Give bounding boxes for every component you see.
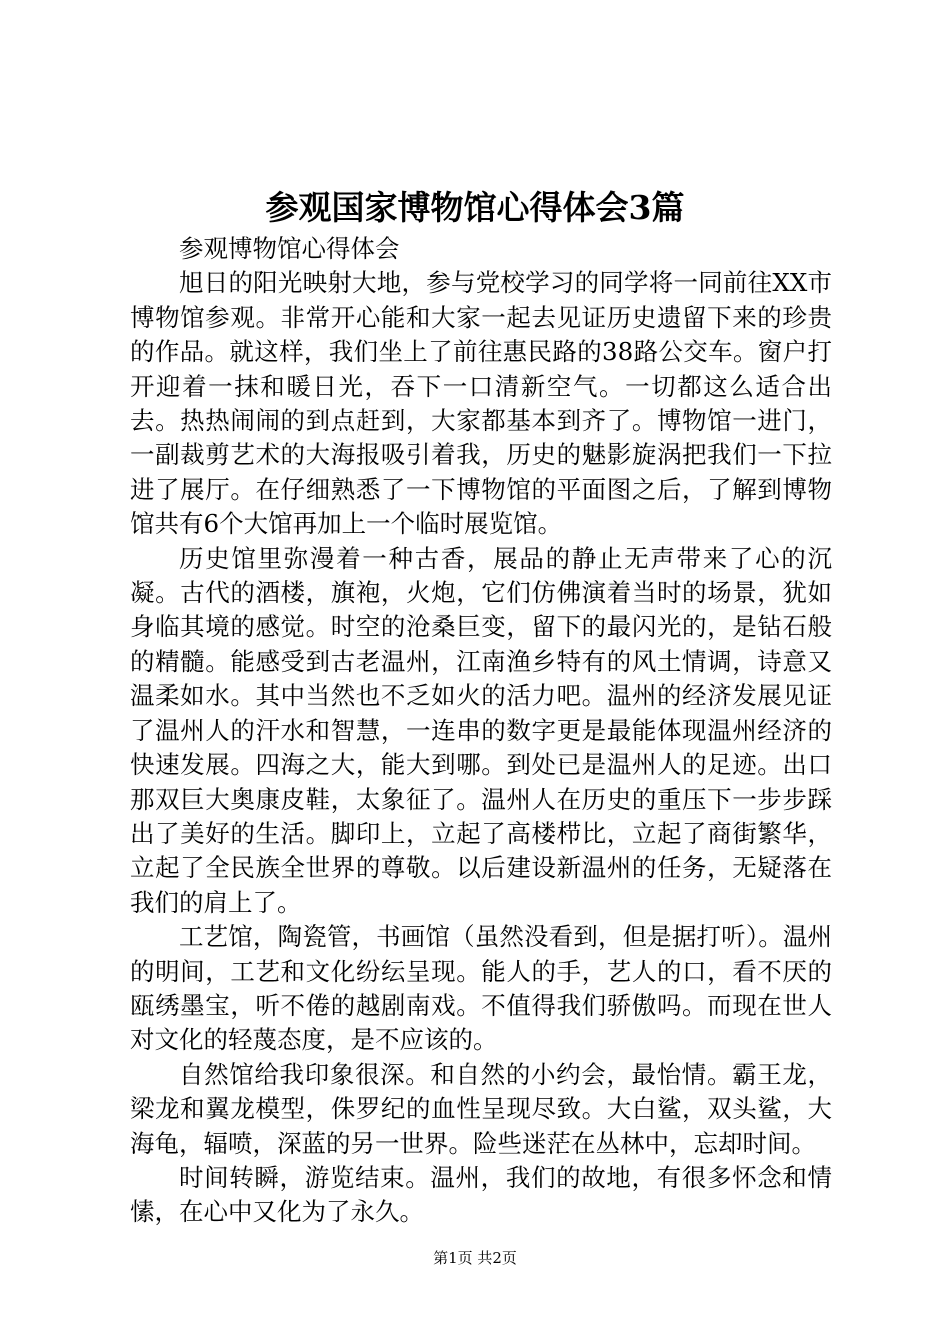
paragraph-3: 工艺馆，陶瓷管，书画馆（虽然没看到，但是据打听）。温州的明间，工艺和文化纷纭呈现。能人的手，艺人的口，看不厌的瓯绣墨宝，听不倦的越剧南戏。不值得我们骄傲吗。而现在世人对文化的轻蔑态度，是不应该的。 bbox=[130, 922, 832, 1055]
paragraph-4: 自然馆给我印象很深。和自然的小约会，最怡情。霸王龙，梁龙和翼龙模型，侏罗纪的血性呈现尽致。大白鲨，双头鲨，大海龟，辐喷，深蓝的另一世界。险些迷茫在丛林中，忘却时间。 bbox=[130, 1059, 832, 1158]
paragraph-1: 旭日的阳光映射大地，参与党校学习的同学将一同前往XX市博物馆参观。非常开心能和大家一起去见证历史遗留下来的珍贵的作品。就这样，我们坐上了前往惠民路的38路公交车。窗户打开迎着一抹和暖日光，吞下一口清新空气。一切都这么适合出去。热热闹闹的到点赶到，大家都基本到齐了。博物馆一进门，一副裁剪艺术的大海报吸引着我，历史的魅影旋涡把我们一下拉进了展厅。在仔细熟悉了一下博物馆的平面图之后，了解到博物馆共有6个大馆再加上一个临时展览馆。 bbox=[130, 268, 832, 539]
paragraph-subtitle: 参观博物馆心得体会 bbox=[179, 234, 400, 263]
document-title: 参观国家博物馆心得体会3篇 bbox=[265, 188, 685, 227]
paragraph-2: 历史馆里弥漫着一种古香，展品的静止无声带来了心的沉凝。古代的酒楼，旗袍，火炮，它们仿佛演着当时的场景，犹如身临其境的感觉。时空的沧桑巨变，留下的最闪光的，是钻石般的精髓。能感受到古老温州，江南渔乡特有的风土情调，诗意又温柔如水。其中当然也不乏如火的活力吧。温州的经济发展见证了温州人的汗水和智慧，一连串的数字更是最能体现温州经济的快速发展。四海之大，能大到哪。到处已是温州人的足迹。出口那双巨大奥康皮鞋，太象征了。温州人在历史的重压下一步步踩出了美好的生活。脚印上，立起了高楼栉比，立起了商街繁华，立起了全民族全世界的尊敬。以后建设新温州的任务，无疑落在我们的肩上了。 bbox=[130, 543, 832, 917]
page-footer: 第1页 共2页 bbox=[433, 1249, 517, 1267]
paragraph-5: 时间转瞬，游览结束。温州，我们的故地，有很多怀念和情愫，在心中又化为了永久。 bbox=[130, 1162, 832, 1227]
document-body bbox=[130, 232, 832, 1230]
